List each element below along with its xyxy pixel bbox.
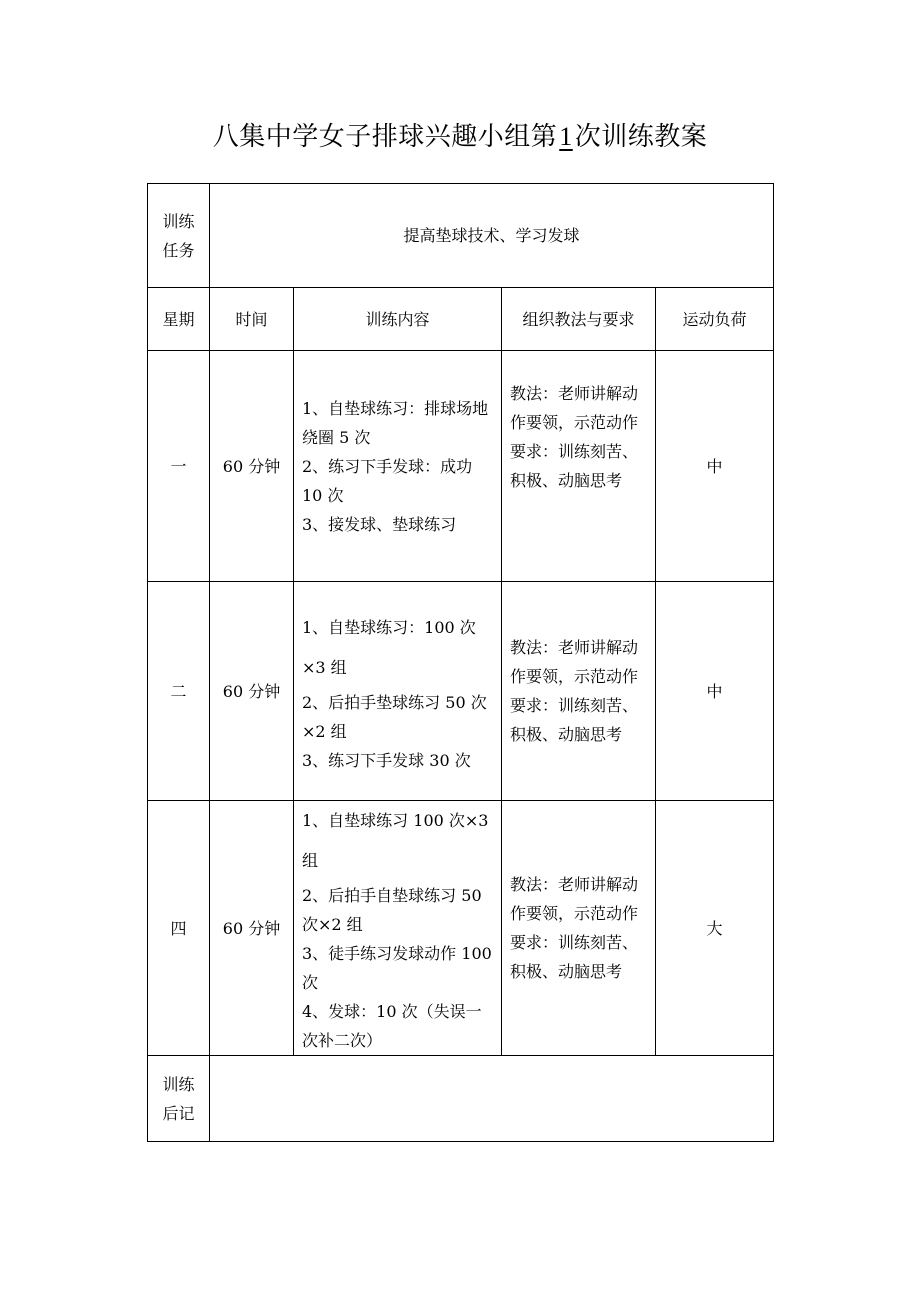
task-label: 训练 任务 [148, 184, 210, 288]
row-time: 60 分钟 [210, 801, 294, 1056]
table-row [148, 801, 774, 1056]
notes-label: 训练 后记 [148, 1056, 210, 1142]
row-day: 四 [148, 801, 210, 1056]
row-content: 1、自垫球练习：100 次×3 组 2、后拍手垫球练习 50 次×2 组 3、练习下手发球 30 次 [294, 582, 502, 801]
header-method: 组织教法与要求 [502, 288, 656, 351]
row-load: 大 [656, 801, 774, 1056]
task-row [148, 184, 774, 288]
row-method: 教法：老师讲解动作要领，示范动作 要求：训练刻苦、积极、动脑思考 [502, 351, 656, 582]
page-title [0, 116, 920, 153]
row-content: 1、自垫球练习：排球场地绕圈 5 次 2、练习下手发球：成功 10 次 3、接发球、垫球练习 [294, 351, 502, 582]
task-value: 提高垫球技术、学习发球 [210, 184, 774, 288]
row-day: 二 [148, 582, 210, 801]
row-day: 一 [148, 351, 210, 582]
header-load: 运动负荷 [656, 288, 774, 351]
table-row [148, 582, 774, 801]
header-row [148, 288, 774, 351]
row-load: 中 [656, 351, 774, 582]
row-content: 1、自垫球练习 100 次×3 组 2、后拍手自垫球练习 50 次×2 组 3、徒手练习发球动作 100 次 4、发球：10 次（失误一次补二次） [294, 801, 502, 1056]
table-row [148, 351, 774, 582]
row-time: 60 分钟 [210, 351, 294, 582]
title-suffix: 次训练教案 [574, 122, 708, 152]
header-time: 时间 [210, 288, 294, 351]
row-method: 教法：老师讲解动作要领，示范动作 要求：训练刻苦、积极、动脑思考 [502, 582, 656, 801]
row-method: 教法：老师讲解动作要领，示范动作 要求：训练刻苦、积极、动脑思考 [502, 801, 656, 1056]
training-plan-table [147, 183, 774, 1142]
notes-value [210, 1056, 774, 1142]
session-number: 1 [559, 122, 573, 151]
row-load: 中 [656, 582, 774, 801]
header-day: 星期 [148, 288, 210, 351]
row-time: 60 分钟 [210, 582, 294, 801]
notes-row [148, 1056, 774, 1142]
header-content: 训练内容 [294, 288, 502, 351]
title-prefix: 八集中学女子排球兴趣小组第 [212, 122, 558, 152]
